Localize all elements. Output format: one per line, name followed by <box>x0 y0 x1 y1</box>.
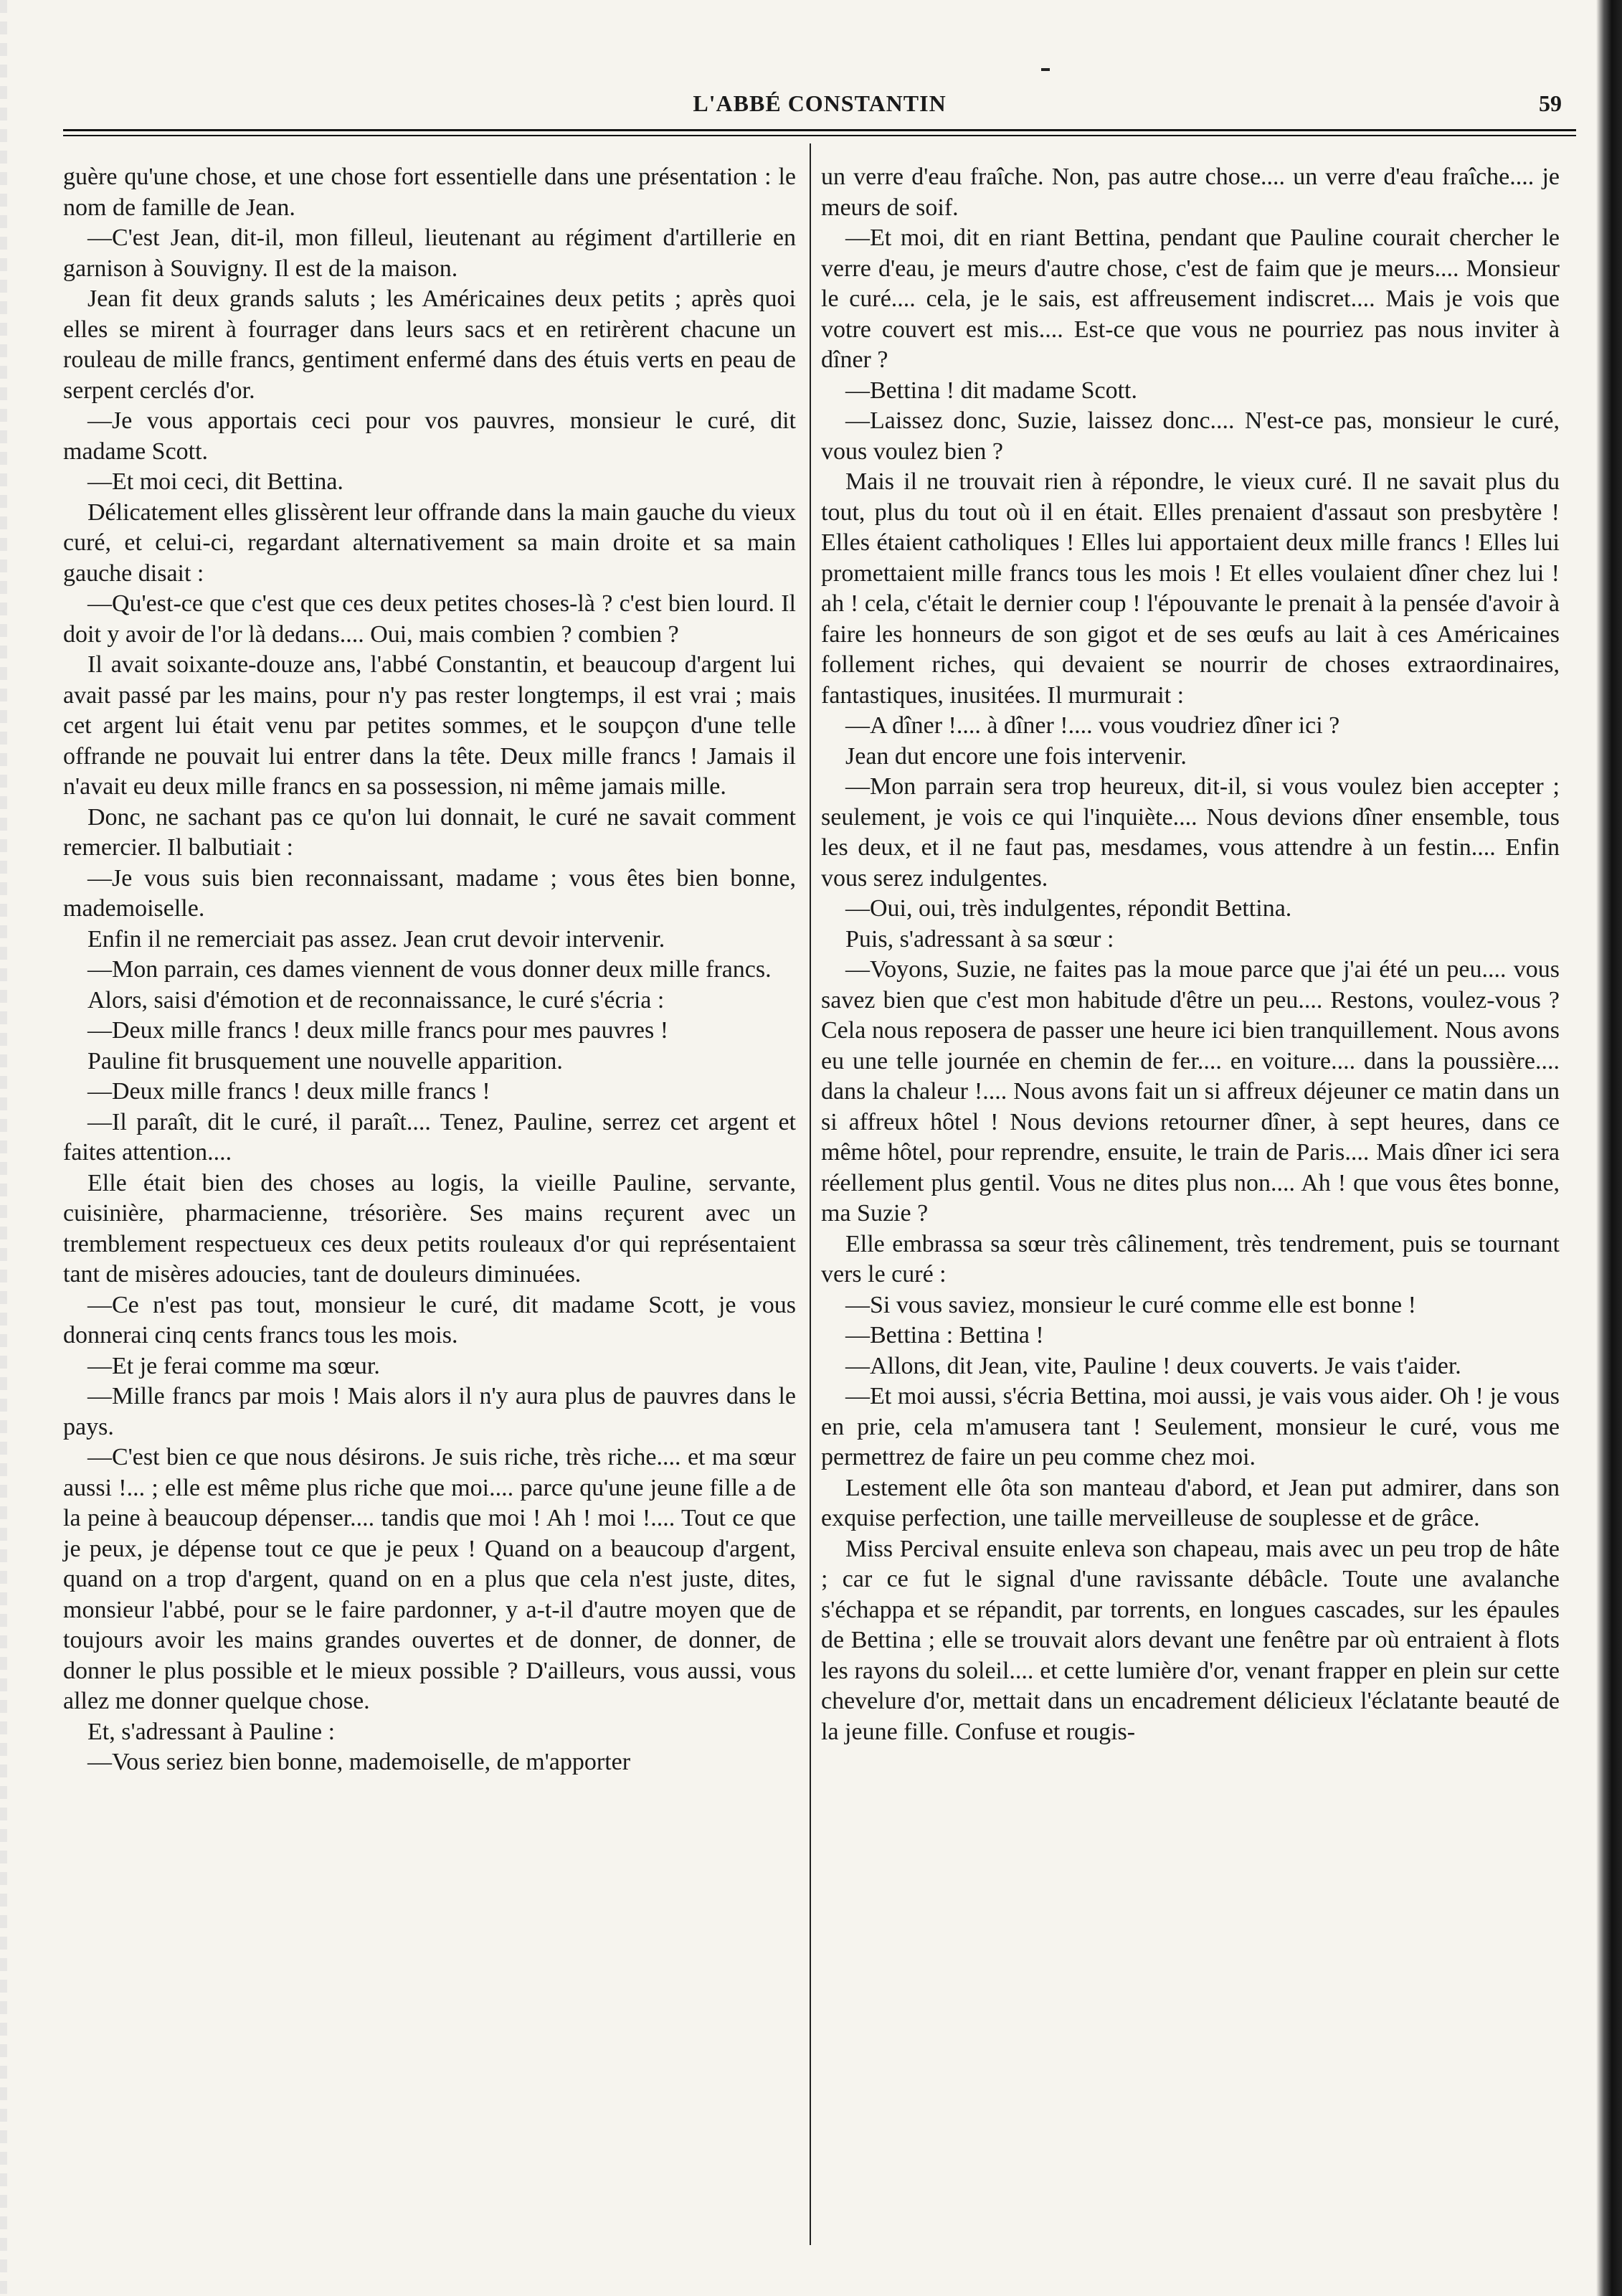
right-paragraph: Elle embrassa sa sœur très câlinement, très tendrement, puis se tournant vers le curé : <box>821 1230 1560 1288</box>
left-paragraph: Délicatement elles glissèrent leur offrande dans la main gauche du vieux curé, et celui-ci, regardant alternativement sa main droite et sa main gauche disait : <box>63 499 796 587</box>
left-paragraph: Alors, saisi d'émotion et de reconnaissance, le curé s'écria : <box>87 986 665 1014</box>
right-paragraph: Jean dut encore une fois intervenir. <box>845 742 1187 770</box>
right-paragraph: —Oui, oui, très indulgentes, répondit Bettina. <box>845 895 1292 922</box>
left-paragraph: Enfin il ne remerciait pas assez. Jean crut devoir intervenir. <box>87 925 665 953</box>
left-paragraph: —Deux mille francs ! deux mille francs ! <box>87 1078 490 1105</box>
right-paragraph: Mais il ne trouvait rien à répondre, le vieux curé. Il ne savait plus du tout, plus du tout où il en était. Elles prenaient d'assaut son presbytère ! Elles étaient catholiques ! Elles lui apportaient deux mille francs ! Elles lui promettaient mille francs tous les mois ! Et elles voulaient dîner chez lui ! ah ! cela, c'était le dernier coup ! l'épouvante le prenait à la pensée d'avoir à faire les honneurs de son gigot et de ses œufs au lait à ces Américaines follement riches, qui devaient se nourrir de choses extraordinaires, fantastiques, inusitées. Il murmurait : <box>821 468 1560 709</box>
right-paragraph: —Si vous saviez, monsieur le curé comme elle est bonne ! <box>845 1291 1416 1318</box>
right-paragraph: Miss Percival ensuite enleva son chapeau, mais avec un peu trop de hâte ; car ce fut le signal d'une ravissante débâcle. Toute une avalanche s'échappa et se répandit, par torrents, en longues cascades, sur les épaules de Bettina ; elle se trouvait alors devant une fenêtre par où entraient à flots les rayons du soleil.... et cette lumière d'or, venant frapper en plein sur cette chevelure d'or, mettait dans un encadrement délicieux l'éclatante beauté de la jeune fille. Confuse et rougis- <box>821 1535 1560 1745</box>
page-number: 59 <box>1539 90 1562 116</box>
right-paragraph: —Et moi, dit en riant Bettina, pendant que Pauline courait chercher le verre d'eau, je meurs d'autre chose, c'est de faim que je meurs.... Monsieur le curé.... cela, je le sais, est affreusement indiscret.... Mais je vois que votre couvert est mis.... Est-ce que vous ne pourriez pas nous inviter à dîner ? <box>821 225 1560 373</box>
right-paragraph: un verre d'eau fraîche. Non, pas autre chose.... un verre d'eau fraîche.... je meurs de soif. <box>821 164 1560 221</box>
left-paragraph: —Et je ferai comme ma sœur. <box>87 1352 380 1379</box>
left-paragraph: —Je vous apportais ceci pour vos pauvres, monsieur le curé, dit madame Scott. <box>63 407 796 465</box>
left-paragraph: —Vous seriez bien bonne, mademoiselle, de m'apporter <box>87 1749 631 1775</box>
right-paragraph: —Mon parrain sera trop heureux, dit-il, si vous voulez bien accepter ; seulement, je vois ce qui l'inquiète.... Nous devions dîner ensemble, tous les deux, et il ne faut pas, mesdames, vous attendre à un festin.... Enfin vous serez indulgentes. <box>821 773 1560 892</box>
running-title: L'ABBÉ CONSTANTIN <box>693 90 947 116</box>
right-paragraph: —Laissez donc, Suzie, laissez donc.... N'est-ce pas, monsieur le curé, vous voulez bien ? <box>821 407 1560 465</box>
left-paragraph: Et, s'adressant à Pauline : <box>87 1718 336 1745</box>
right-paragraph: —Et moi aussi, s'écria Bettina, moi aussi, je vais vous aider. Oh ! je vous en prie, cela m'amusera tant ! Seulement, monsieur le curé, vous me permettrez de faire un peu comme chez moi. <box>821 1383 1560 1470</box>
right-column <box>821 162 1560 1747</box>
left-paragraph: —Qu'est-ce que c'est que ces deux petites choses-là ? c'est bien lourd. Il doit y avoir de l'or là dedans.... Oui, mais combien ? combien ? <box>63 590 796 648</box>
column-divider <box>810 143 811 2245</box>
right-paragraph: —Voyons, Suzie, ne faites pas la moue parce que j'ai été un peu.... vous savez bien que c'est mon habitude d'être un peu.... Restons, voulez-vous ? Cela nous reposera de passer une heure ici bien tranquillement. Nous avons eu une telle journée en chemin de fer.... en voiture.... dans la poussière.... dans la chaleur !.... Nous avons fait un si affreux déjeuner ce matin dans un si affreux hôtel ! Nous devions retourner dîner, à sept heures, dans ce même hôtel, pour reprendre, ensuite, le train de Paris.... Mais dîner ici sera réellement plus gentil. Vous ne dites plus non.... Ah ! que vous êtes bonne, ma Suzie ? <box>821 956 1560 1227</box>
right-paragraph: —Bettina : Bettina ! <box>845 1322 1044 1348</box>
left-paragraph: —C'est bien ce que nous désirons. Je suis riche, très riche.... et ma sœur aussi !... ; elle est même plus riche que moi.... parce qu'une jeune fille a de la peine à beaucoup dépenser.... tandis que moi ! Ah ! moi !.... Tout ce que je peux, je dépense tout ce que je peux ! Quand on a beaucoup d'argent, quand on a trop d'argent, quand on en a plus que cela n'est juste, dites, monsieur l'abbé, pour se le faire pardonner, y a-t-il d'autre moyen que de toujours avoir les mains grandes ouvertes et de donner, de donner, de donner le plus possible et le mieux possible ? D'ailleurs, vous aussi, vous allez me donner quelque chose. <box>63 1444 796 1714</box>
running-header <box>63 86 1576 129</box>
left-paragraph: —Il paraît, dit le curé, il paraît.... Tenez, Pauline, serrez cet argent et faites attention.... <box>63 1108 796 1166</box>
left-paragraph: —C'est Jean, dit-il, mon filleul, lieutenant au régiment d'artillerie en garnison à Souvigny. Il est de la maison. <box>63 225 796 282</box>
left-paragraph: —Mille francs par mois ! Mais alors il n'y aura plus de pauvres dans le pays. <box>63 1383 796 1440</box>
left-paragraph: —Deux mille francs ! deux mille francs pour mes pauvres ! <box>87 1017 669 1044</box>
left-paragraph: guère qu'une chose, et une chose fort essentielle dans une présentation : le nom de famille de Jean. <box>63 164 796 221</box>
left-paragraph: —Je vous suis bien reconnaissant, madame ; vous êtes bien bonne, mademoiselle. <box>63 864 796 922</box>
page-right-edge <box>1596 0 1622 2296</box>
right-paragraph: Lestement elle ôta son manteau d'abord, et Jean put admirer, dans son exquise perfection, une taille merveilleuse de souplesse et de grâce. <box>821 1474 1560 1531</box>
left-paragraph: Il avait soixante-douze ans, l'abbé Constantin, et beaucoup d'argent lui avait passé par les mains, pour n'y pas rester longtemps, il est vrai ; mais cet argent lui était venu par petites sommes, et le soupçon d'une telle offrande ne pouvait lui entrer dans la tête. Deux mille francs ! Jamais il n'avait eu deux mille francs en sa possession, ni même jamais mille. <box>63 651 796 800</box>
left-paragraph: Elle était bien des choses au logis, la vieille Pauline, servante, cuisinière, pharmacienne, trésorière. Ses mains reçurent avec un tremblement respectueux ces deux petits rouleaux d'or qui représentaient tant de misères adoucies, tant de douleurs diminuées. <box>63 1169 796 1288</box>
left-column <box>63 162 796 1778</box>
header-rule <box>63 129 1576 131</box>
right-paragraph: Puis, s'adressant à sa sœur : <box>845 925 1114 953</box>
right-paragraph: —A dîner !.... à dîner !.... vous voudriez dîner ici ? <box>845 712 1340 739</box>
left-paragraph: —Ce n'est pas tout, monsieur le curé, dit madame Scott, je vous donnerai cinq cents francs tous les mois. <box>63 1291 796 1348</box>
left-paragraph: —Et moi ceci, dit Bettina. <box>87 468 343 495</box>
left-paragraph: Jean fit deux grands saluts ; les Américaines deux petits ; après quoi elles se mirent à fourrager dans leurs sacs et en retirèrent chacune un rouleau de mille francs, gentiment enfermé dans des étuis verts en peau de serpent cerclés d'or. <box>63 285 796 404</box>
left-paragraph: —Mon parrain, ces dames viennent de vous donner deux mille francs. <box>87 956 772 983</box>
left-paragraph: Donc, ne sachant pas ce qu'on lui donnait, le curé ne savait comment remercier. Il balbutiait : <box>63 803 796 861</box>
print-mark <box>1041 68 1050 71</box>
header-rule-thin <box>63 135 1576 136</box>
right-paragraph: —Allons, dit Jean, vite, Pauline ! deux couverts. Je vais t'aider. <box>845 1352 1461 1379</box>
right-paragraph: —Bettina ! dit madame Scott. <box>845 377 1137 404</box>
left-paragraph: Pauline fit brusquement une nouvelle apparition. <box>87 1047 563 1074</box>
page-left-edge <box>0 0 7 2296</box>
